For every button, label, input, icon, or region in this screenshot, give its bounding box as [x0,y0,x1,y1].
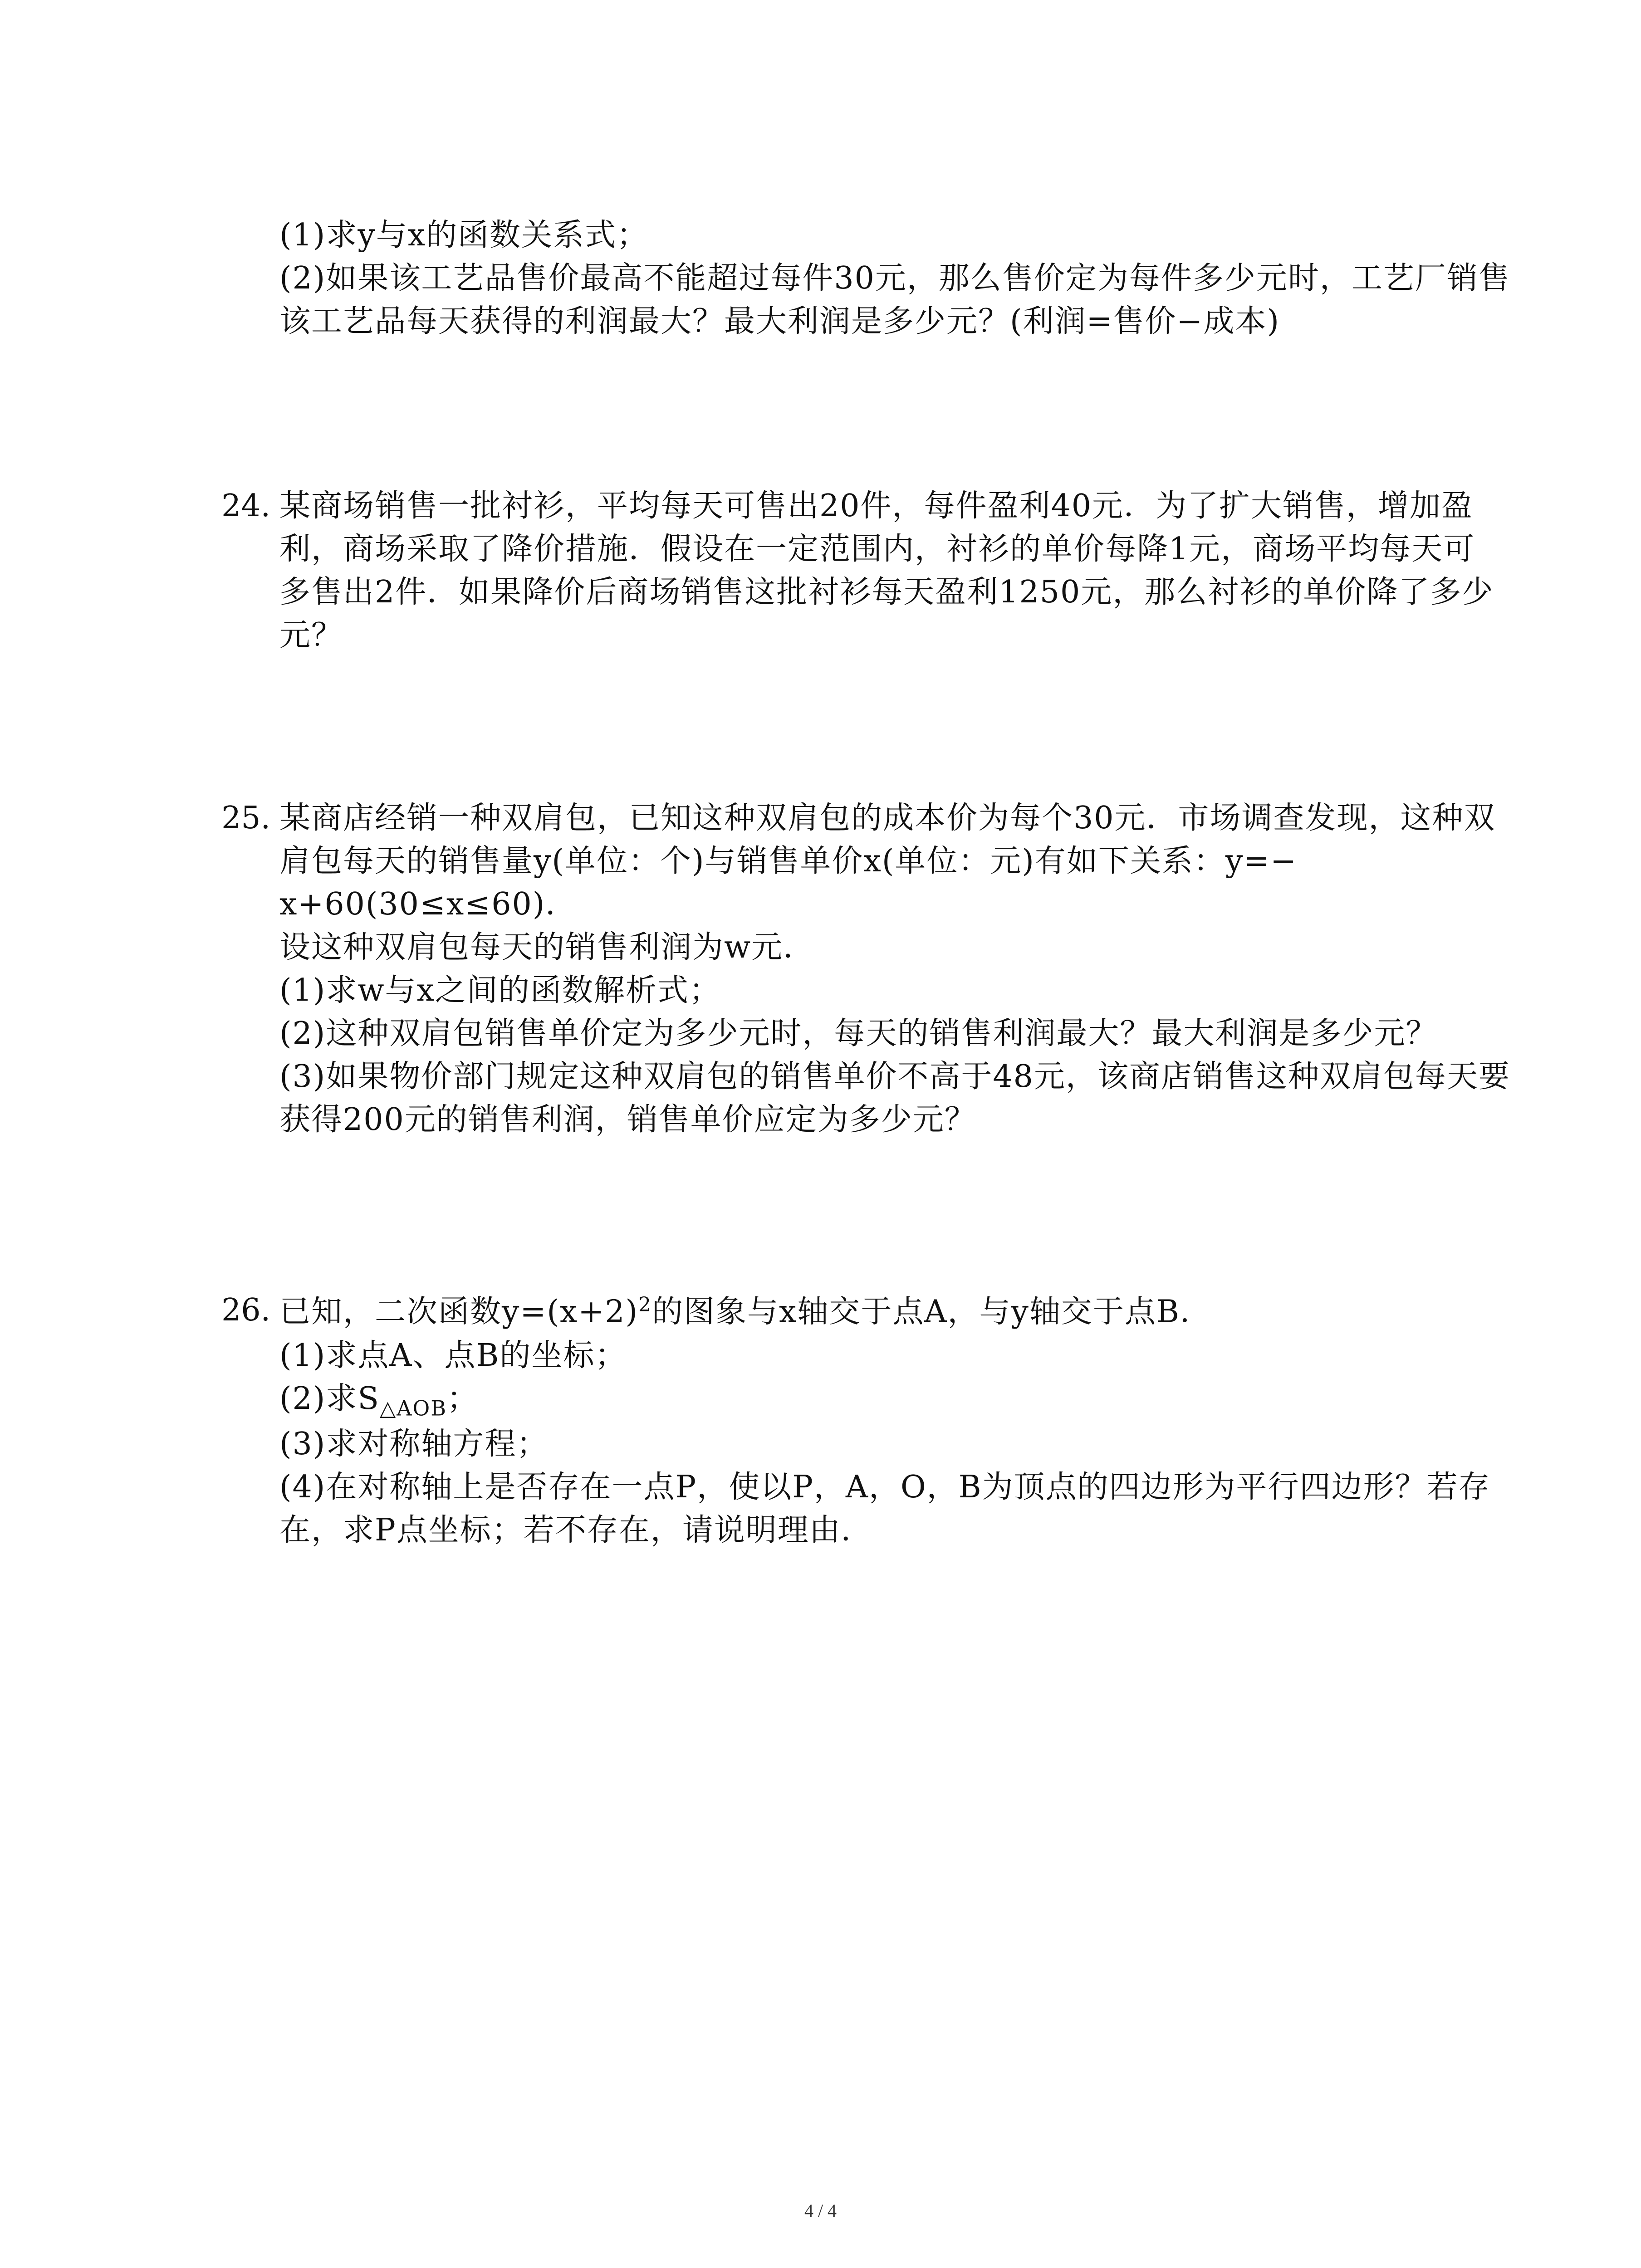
q26-line1-b: 的图象与x轴交于点A，与y轴交于点B． [652,1294,1212,1330]
q26-part3: (3)求对称轴方程； [279,1426,549,1462]
q24-line2: 利，商场采取了降价措施．假设在一定范围内，衬衫的单价每降1元，商场平均每天可 [279,531,1475,567]
q26-line1 [279,1295,1212,1328]
q26-part2-b: ； [447,1381,479,1417]
q24-line4: 元？ [279,617,343,653]
q26-part2-a: (2)求S [279,1381,380,1417]
q23-part2-line2: 该工艺品每天获得的利润最大？最大利润是多少元？(利润=售价−成本) [279,303,1280,339]
q26-part1: (1)求点A、点B的坐标； [279,1338,627,1374]
q24-line1: 某商场销售一批衬衫，平均每天可售出20件，每件盈利40元．为了扩大销售，增加盈 [279,488,1474,524]
q23-part2-line1: (2)如果该工艺品售价最高不能超过每件30元，那么售价定为每件多少元时，工艺厂销售 [279,260,1510,296]
q25-part1: (1)求w与x之间的函数解析式； [279,973,721,1008]
q25-part3-line2: 获得200元的销售利润，销售单价应定为多少元？ [279,1102,976,1138]
q23-part1: (1)求y与x的函数关系式； [279,217,649,253]
q25-number: 25. [221,800,271,836]
q25-line1: 某商店经销一种双肩包，已知这种双肩包的成本价为每个30元．市场调查发现，这种双 [279,800,1496,836]
q25-part2: (2)这种双肩包销售单价定为多少元时，每天的销售利润最大？最大利润是多少元？ [279,1016,1438,1051]
q25-line2: 肩包每天的销售量y(单位：个)与销售单价x(单位：元)有如下关系：y=− [279,843,1298,879]
page-number: 4 / 4 [804,2200,837,2221]
q26-part2-sub: △AOB [379,1396,447,1421]
q26-part4-line2: 在，求P点坐标；若不存在，请说明理由． [279,1512,873,1548]
q25-line3: x+60(30≤x≤60)． [279,886,578,922]
q24-number: 24. [221,488,271,524]
q25-part3-line1: (3)如果物价部门规定这种双肩包的销售单价不高于48元，该商店销售这种双肩包每天要 [279,1059,1510,1095]
q26-number: 26. [221,1292,271,1328]
q24-line3: 多售出2件．如果降价后商场销售这批衬衫每天盈利1250元，那么衬衫的单价降了多少 [279,574,1494,610]
q26-part4-line1: (4)在对称轴上是否存在一点P，使以P，A，O，B为顶点的四边形为平行四边形？若存 [279,1469,1490,1505]
q26-part2 [279,1383,479,1419]
q25-line4: 设这种双肩包每天的销售利润为w元． [279,929,815,965]
q26-line1-a: 已知，二次函数y=(x+2) [279,1294,639,1330]
q26-line1-sup: 2 [638,1293,652,1316]
